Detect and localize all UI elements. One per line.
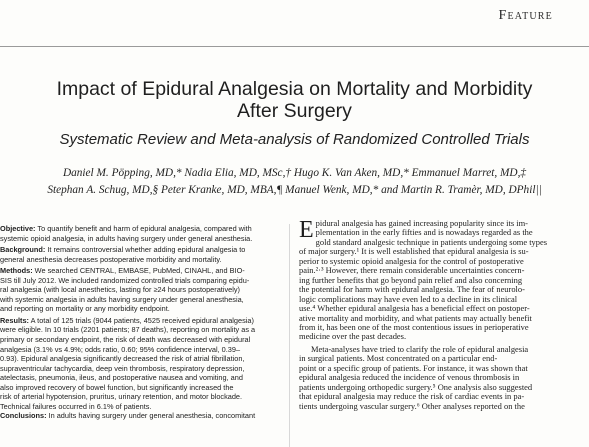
abstract-text: were eligible. In 10 trials (2201 patients; 87 deaths), reporting on mortality as a bbox=[0, 325, 256, 335]
abstract-text: primary or secondary endpoint, the risk of death was decreased with epidural bbox=[0, 335, 251, 345]
abstract-text: 0.93). Epidural analgesia significantly decreased the risk of atrial fibrillation, bbox=[0, 354, 245, 364]
abstract-text: also improved recovery of bowel function, but significantly increased the bbox=[0, 382, 234, 392]
author-line: Stephan A. Schug, MD,§ Peter Kranke, MD, MBA,¶ Manuel Wenk, MD,* and Martin R. Tramèr, MD, DPhil|| bbox=[47, 184, 542, 196]
abstract-text: To quantify benefit and harm of epidural analgesia, compared with bbox=[35, 224, 252, 233]
abstract-background-line bbox=[0, 245, 287, 255]
body-text-line: point or a specific group of patients. For instance, it was shown that bbox=[299, 362, 528, 373]
author-list bbox=[14, 165, 575, 199]
abstract-conclusions-line bbox=[0, 411, 287, 421]
body-text-line: in surgical patients. Most concentrated on a particular end- bbox=[299, 353, 498, 364]
body-text-line: logic complications may have even led to a decline in its clinical bbox=[299, 293, 518, 304]
body-text-line: medicine over the past decades. bbox=[299, 331, 407, 342]
abstract-text: with systemic analgesia in adults having surgery under general anesthesia, bbox=[0, 294, 244, 304]
abstract bbox=[0, 224, 287, 421]
body-text-line: that epidural analgesia may reduce the risk of cardiac events in pa- bbox=[299, 391, 525, 402]
article-title bbox=[20, 78, 569, 122]
body-text-line: patients undergoing orthopedic surgery.⁵ One analysis also suggested bbox=[299, 381, 533, 392]
abstract-background-label: Background: bbox=[0, 245, 46, 255]
body-text-line: epidural analgesia reduced the incidence of venous thrombosis in bbox=[299, 372, 520, 383]
abstract-objective-line bbox=[0, 224, 287, 234]
body-text-line: ing further benefits that go beyond pain relief and also concerning bbox=[299, 274, 523, 285]
abstract-conclusions-label: Conclusions: bbox=[0, 411, 47, 421]
drop-cap: E bbox=[299, 217, 314, 243]
body-text-line: pidural analgesia has gained increasing popularity since its im- bbox=[315, 218, 528, 228]
abstract-text: supraventricular tachycardia, deep vein thrombosis, respiratory depression, bbox=[0, 363, 245, 373]
header-rule bbox=[0, 46, 589, 47]
abstract-methods-line bbox=[0, 266, 287, 276]
abstract-text: It remains controversial whether adding epidural analgesia to bbox=[45, 245, 246, 255]
introduction-column bbox=[299, 219, 589, 411]
abstract-results-line bbox=[0, 316, 287, 326]
section-header: Feature bbox=[498, 8, 553, 23]
abstract-methods-label: Methods: bbox=[0, 266, 33, 276]
abstract-objective-label: Objective: bbox=[0, 224, 36, 233]
abstract-text: and reporting on mortality or any morbidity endpoint. bbox=[0, 304, 170, 314]
abstract-results-label: Results: bbox=[0, 315, 29, 325]
abstract-text: analgesia (3.1% vs 4.9%; odds ratio, 0.60; 95% confidence interval, 0.39– bbox=[0, 344, 241, 354]
body-text-line: ative mortality and morbidity, and what patients may actually benefit bbox=[299, 312, 532, 323]
body-text-line: gold standard analgesic technique in patients undergoing some types bbox=[315, 236, 548, 247]
author-line: Daniel M. Pöpping, MD,* Nadia Elia, MD, MSc,† Hugo K. Van Aken, MD,* Emmanuel Marret, MD,‡ bbox=[62, 167, 527, 179]
body-text-line: plementation in the early fifties and is nowadays regarded as the bbox=[315, 227, 533, 238]
body-text-line: perior to systemic opioid analgesia for the control of postoperative bbox=[299, 255, 524, 266]
abstract-text: In adults having surgery under general anesthesia, concomitant bbox=[46, 411, 256, 421]
abstract-text: A total of 125 trials (9044 patients, 4525 received epidural analgesia) bbox=[28, 315, 254, 325]
abstract-text: atelectasis, pneumonia, ileus, and postoperative nausea and vomiting, and bbox=[0, 373, 243, 383]
article-subtitle: Systematic Review and Meta-analysis of Randomized Controlled Trials bbox=[59, 131, 530, 148]
body-text-line: from it, has been one of the most contentious issues in perioperative bbox=[299, 321, 529, 332]
body-text-line: Meta-analyses have tried to clarify the role of epidural analgesia bbox=[311, 343, 529, 354]
abstract-text: general anesthesia decreases postoperative morbidity and mortality. bbox=[0, 254, 222, 264]
abstract-text: risk of arterial hypotension, pruritus, urinary retention, and motor blockade. bbox=[0, 392, 243, 402]
abstract-text: systemic opioid analgesia, in adults having surgery under general anesthesia. bbox=[0, 233, 253, 243]
body-text-line: pain.²·³ However, there remain considerable uncertainties concern- bbox=[299, 265, 525, 276]
abstract-text: Technical failures occurred in 6.1% of patients. bbox=[0, 401, 152, 411]
body-text-line: use.⁴ Whether epidural analgesia has a beneficial effect on postoper- bbox=[299, 303, 530, 314]
abstract-text: We searched CENTRAL, EMBASE, PubMed, CINAHL, and BIO- bbox=[32, 266, 245, 276]
body-text-line: of major surgery.¹ It is well established that epidural analgesia is su- bbox=[299, 246, 529, 257]
body-text-line: the potential for harm with epidural analgesia. The fear of neurolo- bbox=[299, 284, 525, 295]
abstract-text: ral analgesia (with local anesthetics, lasting for ≥24 hours postoperatively) bbox=[0, 285, 240, 295]
article-title-line: After Surgery bbox=[237, 100, 352, 122]
abstract-text: SIS till July 2012. We included randomized controlled trials comparing epidu- bbox=[0, 275, 250, 285]
column-divider bbox=[289, 224, 290, 447]
body-text-line: tients undergoing vascular surgery.⁶ Other analyses reported on the bbox=[299, 400, 525, 411]
article-title-line: Impact of Epidural Analgesia on Mortality and Morbidity bbox=[56, 78, 533, 100]
